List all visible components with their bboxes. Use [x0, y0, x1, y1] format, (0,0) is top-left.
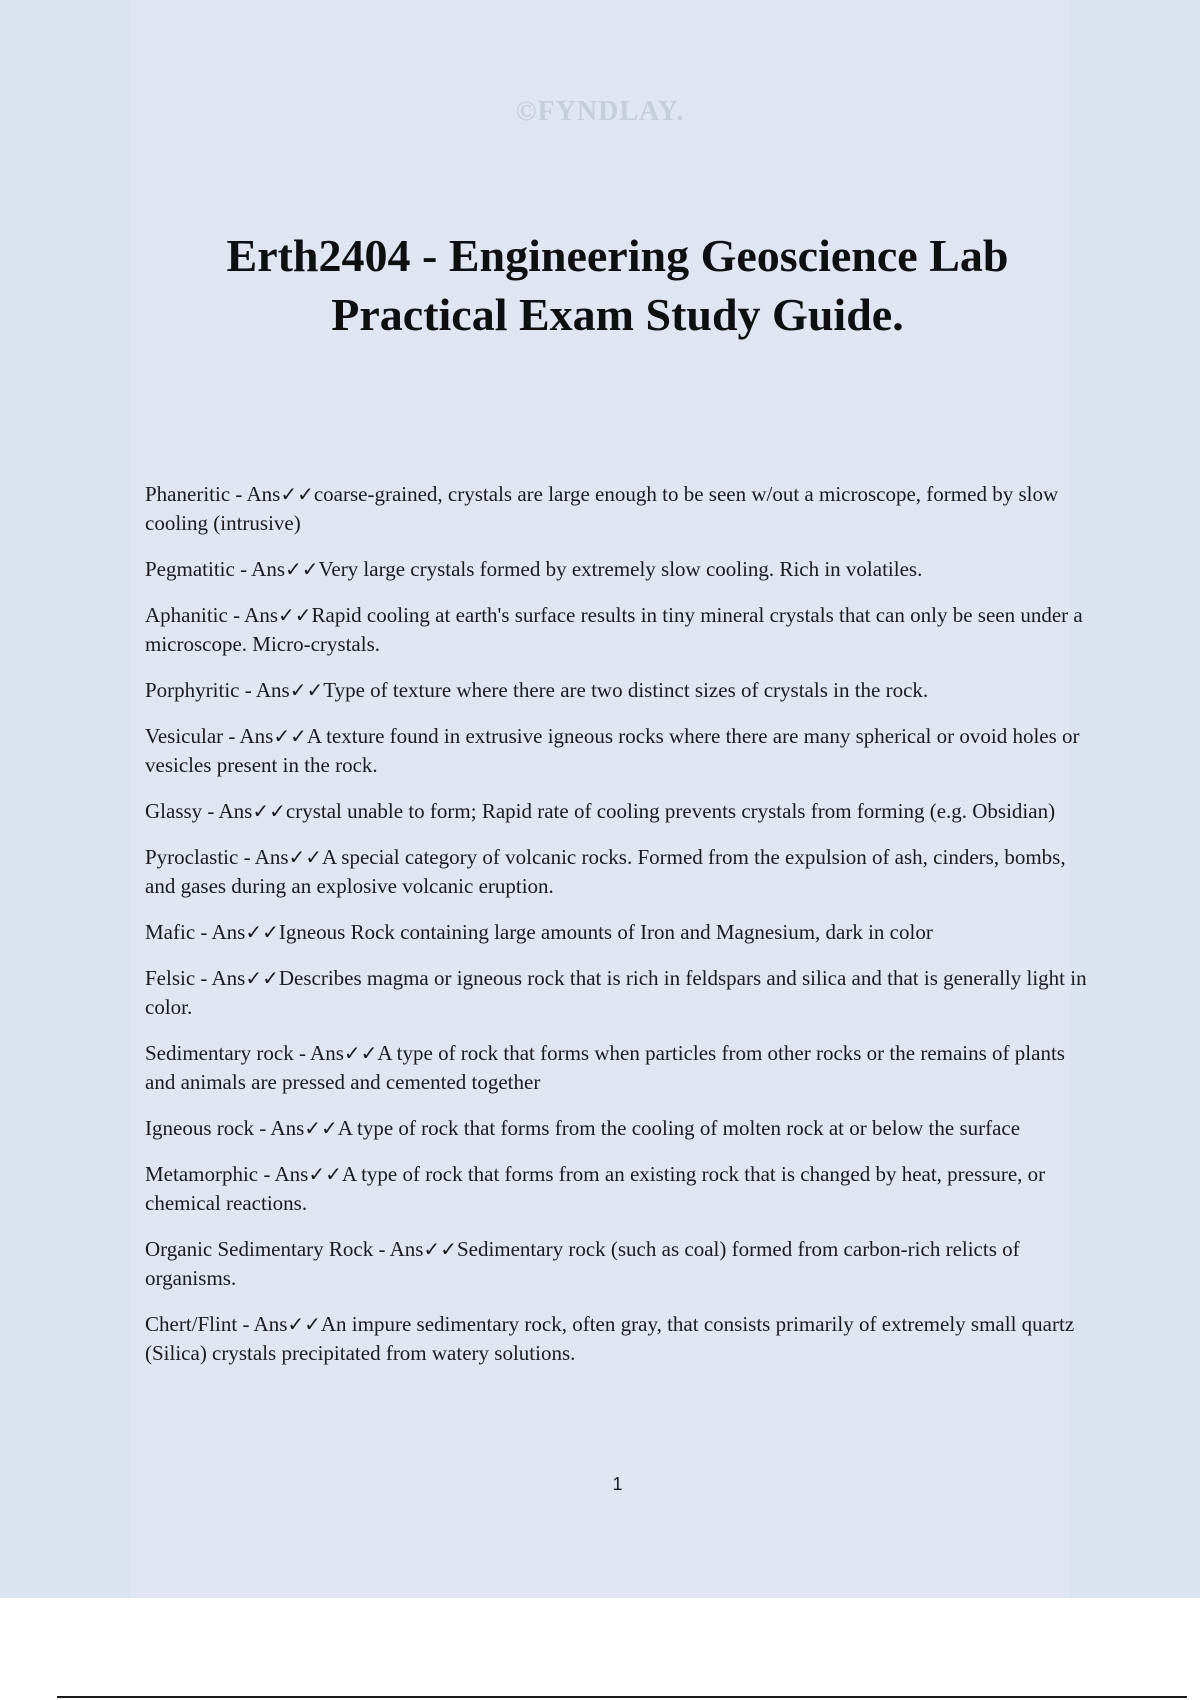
check-marks-icon: ✓✓ [289, 678, 324, 702]
entry-term: Sedimentary rock [145, 1041, 294, 1065]
entry-definition: Describes magma or igneous rock that is rich in feldspars and silica and that is generally light in color. [145, 966, 1087, 1019]
entry-definition: Very large crystals formed by extremely slow cooling. Rich in volatiles. [318, 557, 923, 581]
glossary-entry [145, 797, 1090, 826]
glossary-entry [145, 676, 1090, 705]
check-marks-icon: ✓✓ [252, 799, 286, 823]
entry-definition: A type of rock that forms when particles from other rocks or the remains of plants and animals are pressed and cemented together [145, 1041, 1065, 1094]
entry-term: Mafic [145, 920, 196, 944]
entry-term: Chert/Flint [145, 1312, 238, 1336]
answer-prefix: Ans [251, 557, 286, 581]
glossary-entry [145, 1310, 1090, 1368]
entry-separator: - [239, 678, 256, 702]
entry-definition: coarse-grained, crystals are large enough to be seen w/out a microscope, formed by slow cooling (intrusive) [145, 482, 1059, 535]
answer-prefix: Ans [270, 1116, 305, 1140]
entry-separator: - [258, 1162, 275, 1186]
entry-separator: - [238, 845, 255, 869]
answer-prefix: Ans [244, 603, 278, 627]
glossary-entry [145, 918, 1090, 947]
entry-separator: - [373, 1237, 390, 1261]
glossary-entry [145, 555, 1090, 584]
check-marks-icon: ✓✓ [343, 1041, 378, 1065]
entry-term: Felsic [145, 966, 196, 990]
entry-definition: A type of rock that forms from the cooling of molten rock at or below the surface [337, 1116, 1021, 1140]
answer-prefix: Ans [274, 1162, 309, 1186]
entry-separator: - [254, 1116, 271, 1140]
check-marks-icon: ✓✓ [245, 920, 279, 944]
answer-prefix: Ans [389, 1237, 424, 1261]
entry-definition: A texture found in extrusive igneous rocks where there are many spherical or ovoid holes or vesicles present in the rock. [145, 724, 1080, 777]
glossary-entry [145, 1235, 1090, 1293]
entry-separator: - [234, 557, 252, 581]
entry-definition: A special category of volcanic rocks. Formed from the expulsion of ash, cinders, bombs, and gases during an explosive volcanic eruption. [145, 845, 1066, 898]
entry-term: Glassy [145, 799, 203, 823]
entry-definition: Sedimentary rock (such as coal) formed from carbon-rich relicts of organisms. [145, 1237, 1020, 1290]
entry-definition: crystal unable to form; Rapid rate of cooling prevents crystals from forming (e.g. Obsidian) [285, 799, 1056, 823]
entry-separator: - [237, 1312, 254, 1336]
check-marks-icon: ✓✓ [423, 1237, 457, 1261]
check-marks-icon: ✓✓ [287, 1312, 321, 1336]
check-marks-icon: ✓✓ [245, 966, 279, 990]
answer-prefix: Ans [254, 845, 289, 869]
entry-definition: A type of rock that forms from an existing rock that is changed by heat, pressure, or chemical reactions. [145, 1162, 1046, 1215]
answer-prefix: Ans [218, 799, 253, 823]
glossary-entry [145, 722, 1090, 780]
answer-prefix: Ans [253, 1312, 288, 1336]
entry-separator: - [202, 799, 219, 823]
answer-prefix: Ans [255, 678, 290, 702]
check-marks-icon: ✓✓ [304, 1116, 338, 1140]
entry-term: Porphyritic [145, 678, 240, 702]
entry-separator: - [195, 920, 212, 944]
title-line-1: Erth2404 - Engineering Geoscience Lab [226, 230, 1009, 281]
entry-term: Metamorphic [145, 1162, 259, 1186]
document-title [0, 226, 1200, 344]
title-line-2: Practical Exam Study Guide. [331, 289, 904, 340]
entry-separator: - [195, 966, 212, 990]
glossary-entry [145, 601, 1090, 659]
entry-term: Vesicular [145, 724, 224, 748]
answer-prefix: Ans [211, 966, 246, 990]
check-marks-icon: ✓✓ [273, 724, 307, 748]
glossary-entry [145, 964, 1090, 1022]
check-marks-icon: ✓✓ [285, 557, 319, 581]
answer-prefix: Ans [310, 1041, 344, 1065]
check-marks-icon: ✓✓ [308, 1162, 342, 1186]
check-marks-icon: ✓✓ [278, 603, 312, 627]
footer-divider [57, 1696, 1187, 1698]
watermark: ©FYNDLAY. [515, 96, 685, 127]
entry-separator: - [293, 1041, 311, 1065]
entry-definition: Type of texture where there are two distinct sizes of crystals in the rock. [323, 678, 929, 702]
entry-term: Phaneritic [145, 482, 231, 506]
check-marks-icon: ✓✓ [280, 482, 314, 506]
entry-term: Aphanitic [145, 603, 228, 627]
answer-prefix: Ans [239, 724, 274, 748]
entry-term: Pegmatitic [145, 557, 235, 581]
glossary-entry [145, 843, 1090, 901]
answer-prefix: Ans [246, 482, 281, 506]
check-marks-icon: ✓✓ [288, 845, 323, 869]
entry-separator: - [227, 603, 245, 627]
entry-definition: Igneous Rock containing large amounts of Iron and Magnesium, dark in color [278, 920, 933, 944]
entry-definition: An impure sedimentary rock, often gray, that consists primarily of extremely small quartz (Silica) crystals precipitated from watery solutions. [145, 1312, 1075, 1365]
glossary-entry [145, 480, 1090, 538]
glossary-entry [145, 1114, 1090, 1143]
entry-definition: Rapid cooling at earth's surface results in tiny mineral crystals that can only be seen under a microscope. Micro-crystals. [145, 603, 1083, 656]
glossary-entry [145, 1039, 1090, 1097]
page-number: 1 [612, 1474, 623, 1494]
entry-separator: - [230, 482, 247, 506]
entry-separator: - [223, 724, 240, 748]
answer-prefix: Ans [211, 920, 246, 944]
entry-term: Igneous rock [145, 1116, 255, 1140]
entry-term: Pyroclastic [145, 845, 239, 869]
entry-term: Organic Sedimentary Rock [145, 1237, 374, 1261]
glossary-entry [145, 1160, 1090, 1218]
glossary-list [145, 480, 1090, 1385]
